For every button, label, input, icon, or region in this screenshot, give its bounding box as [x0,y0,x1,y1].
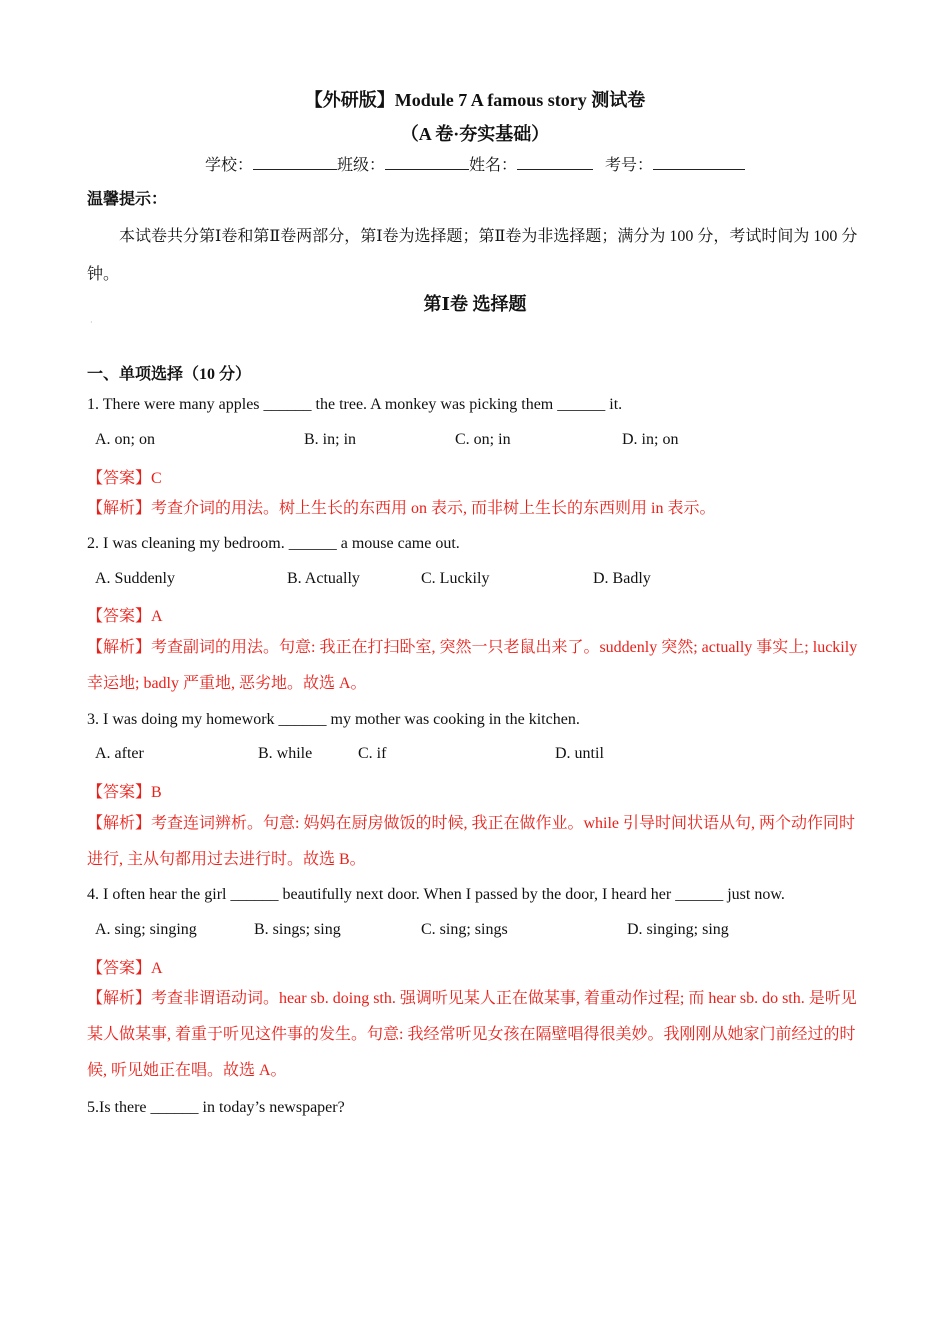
school-blank[interactable] [253,155,337,170]
answer: 【答案】A [87,608,163,625]
explanation: 【解析】考查介词的用法。树上生长的东西用 on 表示, 而非树上生长的东西则用 in 表示。 [87,500,716,517]
option-a: A. sing; singing [95,921,197,938]
option-b: B. in; in [304,431,357,448]
option-d: D. until [555,745,604,762]
explanation: 【解析】考查副词的用法。句意: 我正在打扫卧室, 突然一只老鼠出来了。suddenly 突然; actually 事实上; luckily 幸运地; badly 严重地, 恶劣地。故选 A。 [87,639,858,692]
answer: 【答案】B [87,784,162,801]
option-d: D. in; on [622,431,679,448]
option-b: B. Actually [287,570,360,587]
notice-text: 本试卷共分第Ⅰ卷和第Ⅱ卷两部分，第Ⅰ卷为选择题；第Ⅱ卷为非选择题；满分为 100 分，考试时间为 100 分钟。 [87,228,858,283]
question-stem: 3. I was doing my homework ______ my mother was cooking in the kitchen. [87,711,580,728]
question-stem: 1. There were many apples ______ the tree. A monkey was picking them ______ it. [87,396,623,413]
option-c: C. if [358,745,387,762]
part-title: 一、单项选择（10 分） [87,366,252,383]
option-a: A. on; on [95,431,155,448]
answer: 【答案】A [87,960,163,977]
question-stem: 4. I often hear the girl ______ beautifully next door. When I passed by the door, I heard her ______ just now. [87,886,785,903]
option-b: B. while [258,745,313,762]
class-label: 班级： [336,157,385,174]
answer: 【答案】C [87,470,162,487]
paragraph-mark: · [90,318,93,327]
student-info-line [0,152,950,175]
name-blank[interactable] [517,155,593,170]
exam-no-blank[interactable] [653,155,745,170]
option-a: A. after [95,745,144,762]
option-d: D. singing; sing [627,921,729,938]
option-b: B. sings; sing [254,921,341,938]
explanation: 【解析】考查连词辨析。句意: 妈妈在厨房做饭的时候, 我正在做作业。while 引导时间状语从句, 两个动作同时进行, 主从句都用过去进行时。故选 B。 [87,815,855,868]
option-d: D. Badly [593,570,651,587]
question-stem: 2. I was cleaning my bedroom. ______ a mouse came out. [87,535,460,552]
school-label: 学校： [204,157,253,174]
option-c: C. on; in [455,431,511,448]
section-title: 第Ⅰ卷 选择题 [423,294,527,314]
explanation: 【解析】考查非谓语动词。hear sb. doing sth. 强调听见某人正在做某事, 着重动作过程; 而 hear sb. do sth. 是听见某人做某事, 着重于听见这件事的发生。句意: 我经常听见女孩在隔壁唱得很美妙。我刚刚从她家门前经过的时候, 听见她正在唱。故选 A。 [87,990,857,1079]
exam-no-label: 考号： [605,157,654,174]
question-stem: 5.Is there ______ in today’s newspaper? [87,1099,345,1116]
option-c: C. sing; sings [421,921,508,938]
notice-heading: 温馨提示： [87,191,168,208]
name-label: 姓名： [469,157,518,174]
option-c: C. Luckily [421,570,490,587]
page-subtitle: （A 卷·夯实基础） [400,124,550,144]
class-blank[interactable] [385,155,469,170]
option-a: A. Suddenly [95,570,175,587]
page-title: 【外研版】Module 7 A famous story 测试卷 [304,90,646,110]
